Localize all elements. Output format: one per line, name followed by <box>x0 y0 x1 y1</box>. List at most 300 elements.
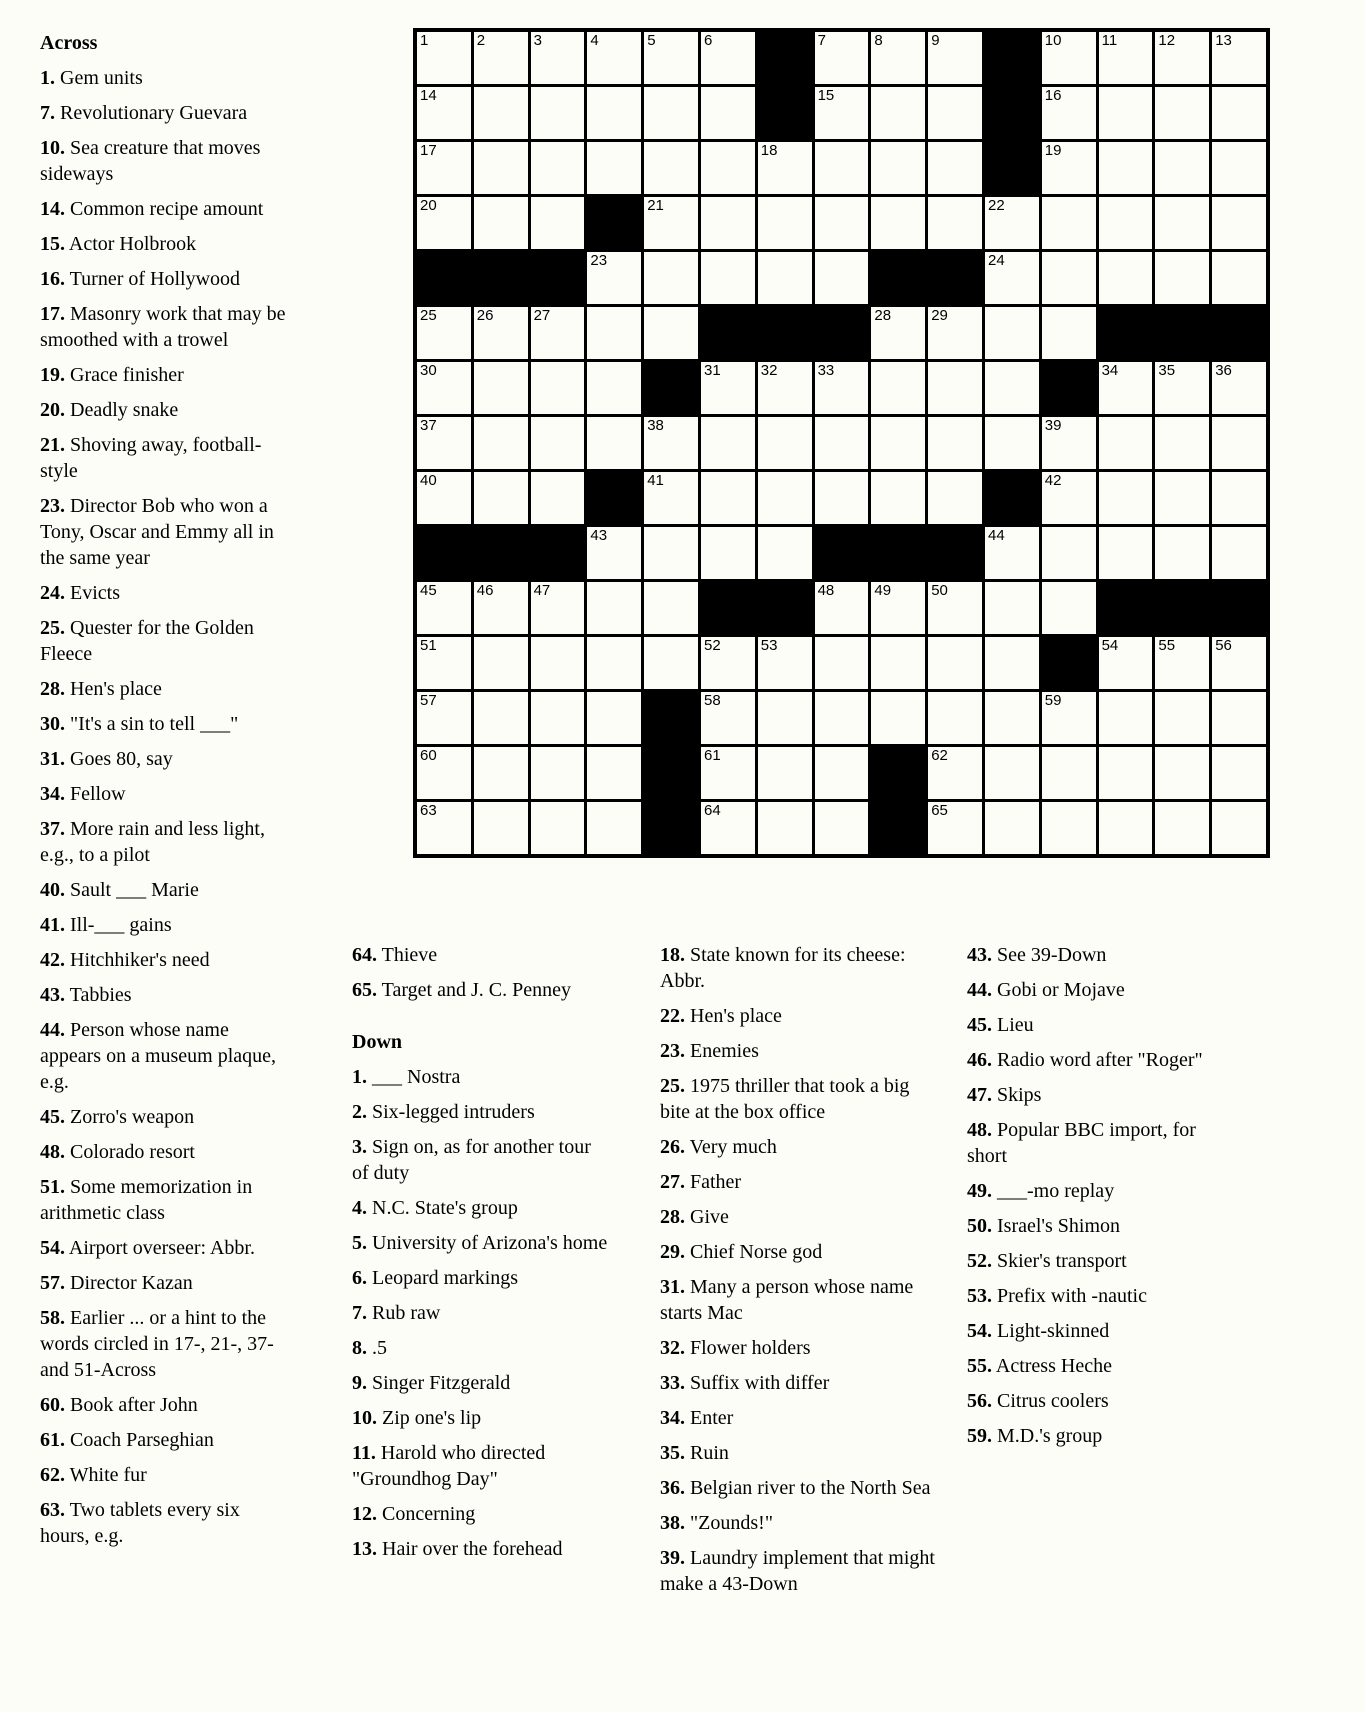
clue-number: 28. <box>660 1206 685 1228</box>
clue-text: Two tablets every six hours, e.g. <box>40 1499 240 1547</box>
clue-number: 12. <box>352 1503 377 1525</box>
grid-cell[interactable] <box>1042 252 1096 304</box>
grid-cell[interactable] <box>587 307 641 359</box>
grid-cell[interactable] <box>587 417 641 469</box>
grid-cell[interactable] <box>985 362 1039 414</box>
clue-text: Director Kazan <box>65 1272 193 1294</box>
grid-cell-black <box>985 142 1039 194</box>
clue <box>660 1510 942 1536</box>
grid-cell[interactable] <box>928 307 982 359</box>
grid-cell[interactable] <box>1099 252 1153 304</box>
clue-text: Suffix with differ <box>685 1372 830 1394</box>
grid-cell[interactable] <box>474 307 528 359</box>
grid-cell[interactable] <box>928 692 982 744</box>
grid-cell[interactable] <box>871 362 925 414</box>
grid-cell[interactable] <box>587 637 641 689</box>
grid-cell-number: 16 <box>1044 87 1062 104</box>
grid-cell[interactable] <box>1212 802 1266 854</box>
grid-cell[interactable] <box>1212 87 1266 139</box>
grid-cell[interactable] <box>1212 747 1266 799</box>
clue <box>352 1230 610 1256</box>
clue <box>40 1497 292 1549</box>
clue-section <box>352 1029 610 1562</box>
grid-cell[interactable] <box>985 637 1039 689</box>
grid-cell[interactable] <box>587 747 641 799</box>
grid-cell[interactable] <box>644 252 698 304</box>
grid-cell[interactable] <box>758 527 812 579</box>
grid-cell-black <box>928 527 982 579</box>
clue <box>40 1305 292 1383</box>
grid-cell[interactable] <box>701 362 755 414</box>
clue-number: 16. <box>40 268 65 290</box>
clue-number: 56. <box>967 1390 992 1412</box>
grid-cell[interactable] <box>417 142 471 194</box>
grid-cell[interactable] <box>701 637 755 689</box>
clue-number: 18. <box>660 944 685 966</box>
grid-cell[interactable] <box>587 362 641 414</box>
grid-cell[interactable] <box>701 527 755 579</box>
grid-cell[interactable] <box>587 87 641 139</box>
clue <box>967 1248 1203 1274</box>
grid-cell[interactable] <box>928 87 982 139</box>
grid-cell[interactable] <box>1099 87 1153 139</box>
grid-cell[interactable] <box>417 802 471 854</box>
grid-cell[interactable] <box>474 637 528 689</box>
grid-cell[interactable] <box>815 637 869 689</box>
clue <box>660 1545 942 1597</box>
grid-cell[interactable] <box>531 307 585 359</box>
grid-cell[interactable] <box>1212 637 1266 689</box>
grid-cell[interactable] <box>417 637 471 689</box>
grid-cell[interactable] <box>985 417 1039 469</box>
grid-cell-number: 10 <box>1044 32 1062 49</box>
grid-cell[interactable] <box>1155 142 1209 194</box>
grid-cell[interactable] <box>985 692 1039 744</box>
grid-cell[interactable] <box>1042 32 1096 84</box>
grid-cell[interactable] <box>871 32 925 84</box>
grid-cell[interactable] <box>1042 527 1096 579</box>
grid-cell[interactable] <box>587 527 641 579</box>
grid-cell[interactable] <box>1212 472 1266 524</box>
grid-cell[interactable] <box>474 802 528 854</box>
grid-cell[interactable] <box>531 747 585 799</box>
clue-text: 1975 thriller that took a big bite at the box office <box>660 1075 910 1123</box>
grid-cell[interactable] <box>871 417 925 469</box>
grid-cell[interactable] <box>928 142 982 194</box>
grid-cell[interactable] <box>474 362 528 414</box>
grid-cell[interactable] <box>758 417 812 469</box>
grid-cell[interactable] <box>1155 472 1209 524</box>
clue <box>352 1536 610 1562</box>
grid-cell[interactable] <box>985 747 1039 799</box>
grid-cell-black <box>644 802 698 854</box>
clue-section <box>40 30 292 1549</box>
grid-cell[interactable] <box>1099 417 1153 469</box>
grid-cell[interactable] <box>417 362 471 414</box>
grid-cell[interactable] <box>1042 417 1096 469</box>
grid-cell[interactable] <box>1099 747 1153 799</box>
grid-cell[interactable] <box>474 32 528 84</box>
clue-number: 46. <box>967 1049 992 1071</box>
grid-cell[interactable] <box>1212 32 1266 84</box>
clue <box>967 1423 1203 1449</box>
clue-number: 23. <box>40 495 65 517</box>
grid-cell-black <box>758 87 812 139</box>
grid-cell[interactable] <box>1212 142 1266 194</box>
grid-cell[interactable] <box>1099 142 1153 194</box>
grid-cell[interactable] <box>417 747 471 799</box>
clue <box>352 942 610 968</box>
grid-cell[interactable] <box>701 252 755 304</box>
grid-cell-number: 14 <box>420 87 437 104</box>
grid-cell[interactable] <box>474 747 528 799</box>
clue-text: Hen's place <box>65 678 162 700</box>
grid-cell[interactable] <box>928 582 982 634</box>
grid-cell[interactable] <box>701 802 755 854</box>
clue-number: 62. <box>40 1464 65 1486</box>
grid-cell[interactable] <box>1155 252 1209 304</box>
clue-text: Rub raw <box>367 1302 441 1324</box>
grid-cell[interactable] <box>1042 472 1096 524</box>
grid-cell[interactable] <box>1155 362 1209 414</box>
clue-number: 33. <box>660 1372 685 1394</box>
clue <box>660 1134 942 1160</box>
grid-cell-number: 40 <box>420 472 437 489</box>
grid-cell[interactable] <box>985 582 1039 634</box>
grid-cell[interactable] <box>587 802 641 854</box>
clue <box>352 1064 610 1090</box>
grid-cell[interactable] <box>1042 307 1096 359</box>
grid-cell[interactable] <box>644 87 698 139</box>
grid-cell[interactable] <box>1155 32 1209 84</box>
grid-cell[interactable] <box>1155 637 1209 689</box>
grid-cell-number: 54 <box>1101 637 1119 654</box>
clue <box>967 1012 1203 1038</box>
grid-cell[interactable] <box>758 472 812 524</box>
grid-cell[interactable] <box>985 252 1039 304</box>
grid-cell[interactable] <box>417 417 471 469</box>
grid-cell[interactable] <box>474 692 528 744</box>
grid-cell[interactable] <box>587 142 641 194</box>
grid-cell[interactable] <box>531 142 585 194</box>
clue-number: 44. <box>40 1019 65 1041</box>
grid-cell[interactable] <box>815 87 869 139</box>
grid-cell[interactable] <box>474 472 528 524</box>
grid-cell[interactable] <box>1099 802 1153 854</box>
grid-cell[interactable] <box>871 582 925 634</box>
clue-text: Ill-___ gains <box>65 914 172 936</box>
clue-number: 7. <box>352 1302 367 1324</box>
grid-cell[interactable] <box>644 142 698 194</box>
grid-cell-number: 43 <box>590 527 608 544</box>
across-header: Across <box>40 32 98 54</box>
clue-text: Leopard markings <box>367 1267 519 1289</box>
grid-cell[interactable] <box>531 637 585 689</box>
grid-cell[interactable] <box>871 692 925 744</box>
grid-cell[interactable] <box>815 472 869 524</box>
clue-number: 39. <box>660 1547 685 1569</box>
grid-cell-number: 61 <box>703 747 721 764</box>
clue <box>660 1274 942 1326</box>
grid-cell[interactable] <box>985 527 1039 579</box>
grid-cell[interactable] <box>758 802 812 854</box>
clue-number: 61. <box>40 1429 65 1451</box>
grid-cell[interactable] <box>758 747 812 799</box>
grid-cell[interactable] <box>587 582 641 634</box>
clue-number: 1. <box>40 67 55 89</box>
grid-cell[interactable] <box>531 32 585 84</box>
grid-cell[interactable] <box>1042 87 1096 139</box>
grid-cell-number: 35 <box>1158 362 1176 379</box>
grid-cell[interactable] <box>1155 802 1209 854</box>
grid-cell[interactable] <box>474 142 528 194</box>
clue <box>967 1082 1203 1108</box>
clue <box>352 1405 610 1431</box>
grid-cell[interactable] <box>1042 747 1096 799</box>
grid-cell[interactable] <box>531 362 585 414</box>
grid-cell[interactable] <box>815 802 869 854</box>
clue <box>40 1139 292 1165</box>
grid-cell[interactable] <box>531 802 585 854</box>
grid-cell[interactable] <box>644 637 698 689</box>
grid-cell[interactable] <box>644 197 698 249</box>
grid-cell[interactable] <box>701 747 755 799</box>
grid-cell[interactable] <box>1212 417 1266 469</box>
grid-cell[interactable] <box>1155 692 1209 744</box>
grid-cell-black <box>985 87 1039 139</box>
clue-number: 10. <box>352 1407 377 1429</box>
grid-cell[interactable] <box>644 472 698 524</box>
grid-cell[interactable] <box>871 637 925 689</box>
grid-cell[interactable] <box>587 32 641 84</box>
grid-cell[interactable] <box>815 197 869 249</box>
grid-cell[interactable] <box>871 197 925 249</box>
clue-number: 32. <box>660 1337 685 1359</box>
clue-number: 14. <box>40 198 65 220</box>
clue-text: Many a person whose name starts Mac <box>660 1276 914 1324</box>
grid-cell[interactable] <box>701 692 755 744</box>
grid-cell[interactable] <box>815 252 869 304</box>
grid-cell[interactable] <box>644 582 698 634</box>
grid-cell[interactable] <box>758 637 812 689</box>
grid-cell[interactable] <box>928 32 982 84</box>
clue-text: Singer Fitzgerald <box>367 1372 511 1394</box>
grid-cell[interactable] <box>985 307 1039 359</box>
grid-cell[interactable] <box>1099 197 1153 249</box>
clue <box>40 1235 292 1261</box>
clue <box>660 1239 942 1265</box>
clue <box>967 977 1203 1003</box>
clue-text: Enemies <box>685 1040 759 1062</box>
grid-cell[interactable] <box>928 362 982 414</box>
grid-cell[interactable] <box>644 417 698 469</box>
grid-cell[interactable] <box>587 252 641 304</box>
grid-cell[interactable] <box>531 87 585 139</box>
grid-cell[interactable] <box>1212 252 1266 304</box>
grid-cell[interactable] <box>928 472 982 524</box>
grid-cell[interactable] <box>928 417 982 469</box>
grid-cell[interactable] <box>1212 362 1266 414</box>
grid-cell-black <box>644 692 698 744</box>
grid-cell-black <box>587 472 641 524</box>
grid-cell[interactable] <box>417 472 471 524</box>
grid-cell[interactable] <box>474 417 528 469</box>
grid-cell[interactable] <box>815 747 869 799</box>
grid-cell[interactable] <box>644 527 698 579</box>
grid-cell[interactable] <box>1042 142 1096 194</box>
clue-text: Israel's Shimon <box>992 1215 1121 1237</box>
grid-cell[interactable] <box>1042 802 1096 854</box>
clue <box>660 1475 942 1501</box>
grid-cell[interactable] <box>701 142 755 194</box>
grid-cell-number: 56 <box>1215 637 1232 654</box>
clue <box>40 1462 292 1488</box>
grid-cell[interactable] <box>815 692 869 744</box>
grid-cell[interactable] <box>417 692 471 744</box>
grid-cell[interactable] <box>1099 362 1153 414</box>
clue <box>967 1213 1203 1239</box>
grid-cell[interactable] <box>1155 197 1209 249</box>
grid-cell[interactable] <box>1212 692 1266 744</box>
grid-cell[interactable] <box>985 802 1039 854</box>
grid-cell[interactable] <box>1099 692 1153 744</box>
clue <box>660 942 942 994</box>
grid-cell-number: 27 <box>533 307 551 324</box>
grid-cell[interactable] <box>644 307 698 359</box>
clue-text: Goes 80, say <box>65 748 173 770</box>
grid-cell[interactable] <box>928 802 982 854</box>
clue <box>40 877 292 903</box>
grid-cell-number: 50 <box>931 582 948 599</box>
grid-cell[interactable] <box>1155 87 1209 139</box>
grid-cell-number: 31 <box>703 362 721 379</box>
clue-text: Common recipe amount <box>65 198 264 220</box>
grid-cell-number: 18 <box>760 142 778 159</box>
grid-cell[interactable] <box>531 472 585 524</box>
clue <box>40 615 292 667</box>
grid-cell[interactable] <box>815 362 869 414</box>
grid-cell[interactable] <box>1212 197 1266 249</box>
grid-cell[interactable] <box>1042 582 1096 634</box>
clue <box>352 1265 610 1291</box>
clue-text: Some memorization in arithmetic class <box>40 1176 253 1224</box>
clue-text: Book after John <box>65 1394 198 1416</box>
grid-cell[interactable] <box>531 692 585 744</box>
grid-cell[interactable] <box>474 87 528 139</box>
clue <box>352 1370 610 1396</box>
grid-cell[interactable] <box>871 472 925 524</box>
grid-cell[interactable] <box>474 197 528 249</box>
grid-cell[interactable] <box>417 307 471 359</box>
clue-text: Prefix with -nautic <box>992 1285 1147 1307</box>
grid-cell[interactable] <box>815 142 869 194</box>
grid-cell[interactable] <box>1042 197 1096 249</box>
grid-cell[interactable] <box>531 582 585 634</box>
clue-section <box>967 942 1203 1449</box>
grid-cell[interactable] <box>1155 417 1209 469</box>
grid-cell[interactable] <box>417 32 471 84</box>
grid-cell[interactable] <box>701 197 755 249</box>
clue-number: 43. <box>40 984 65 1006</box>
grid-cell[interactable] <box>1099 527 1153 579</box>
grid-cell[interactable] <box>815 417 869 469</box>
clue <box>967 1318 1203 1344</box>
clue-column-across-end-and-down <box>352 942 610 1571</box>
grid-cell[interactable] <box>758 142 812 194</box>
clue <box>352 1335 610 1361</box>
grid-cell[interactable] <box>474 582 528 634</box>
grid-cell[interactable] <box>815 32 869 84</box>
grid-cell[interactable] <box>701 417 755 469</box>
clue-number: 47. <box>967 1084 992 1106</box>
grid-cell[interactable] <box>758 692 812 744</box>
grid-cell-number: 3 <box>533 32 542 49</box>
grid-cell-number: 11 <box>1101 32 1118 49</box>
grid-cell[interactable] <box>701 87 755 139</box>
clue-number: 55. <box>967 1355 992 1377</box>
clue-number: 4. <box>352 1197 367 1219</box>
clue-number: 58. <box>40 1307 65 1329</box>
grid-cell[interactable] <box>928 747 982 799</box>
grid-cell[interactable] <box>701 32 755 84</box>
grid-cell[interactable] <box>417 87 471 139</box>
clue <box>40 1270 292 1296</box>
grid-cell[interactable] <box>1212 527 1266 579</box>
clue-number: 28. <box>40 678 65 700</box>
clue-number: 1. <box>352 1066 367 1088</box>
grid-cell[interactable] <box>758 197 812 249</box>
clue-number: 7. <box>40 102 55 124</box>
grid-cell-number: 60 <box>420 747 437 764</box>
grid-cell[interactable] <box>417 582 471 634</box>
grid-cell[interactable] <box>815 582 869 634</box>
grid-cell[interactable] <box>758 252 812 304</box>
clue-text: Masonry work that may be smoothed with a trowel <box>40 303 286 351</box>
grid-cell[interactable] <box>928 197 982 249</box>
grid-cell[interactable] <box>758 362 812 414</box>
grid-cell[interactable] <box>928 637 982 689</box>
grid-cell[interactable] <box>1099 32 1153 84</box>
grid-cell-number: 15 <box>817 87 835 104</box>
clue-text: "Zounds!" <box>685 1512 773 1534</box>
clue <box>40 493 292 571</box>
clue <box>40 135 292 187</box>
grid-cell-number: 20 <box>420 197 437 214</box>
clue-number: 45. <box>40 1106 65 1128</box>
grid-cell[interactable] <box>871 87 925 139</box>
grid-cell[interactable] <box>1155 747 1209 799</box>
clue-section <box>660 942 942 1597</box>
grid-cell[interactable] <box>1042 692 1096 744</box>
grid-cell[interactable] <box>531 417 585 469</box>
grid-cell[interactable] <box>1099 472 1153 524</box>
grid-cell-black <box>701 582 755 634</box>
grid-cell-black <box>815 307 869 359</box>
grid-cell[interactable] <box>1099 637 1153 689</box>
grid-cell[interactable] <box>1155 527 1209 579</box>
grid-cell[interactable] <box>531 197 585 249</box>
grid-cell[interactable] <box>417 197 471 249</box>
grid-cell[interactable] <box>871 142 925 194</box>
grid-cell[interactable] <box>871 307 925 359</box>
grid-cell-number: 28 <box>874 307 892 324</box>
clue-number: 27. <box>660 1171 685 1193</box>
grid-cell-number: 1 <box>420 32 429 49</box>
grid-cell[interactable] <box>644 32 698 84</box>
grid-cell[interactable] <box>985 197 1039 249</box>
grid-cell[interactable] <box>587 692 641 744</box>
grid-cell[interactable] <box>701 472 755 524</box>
